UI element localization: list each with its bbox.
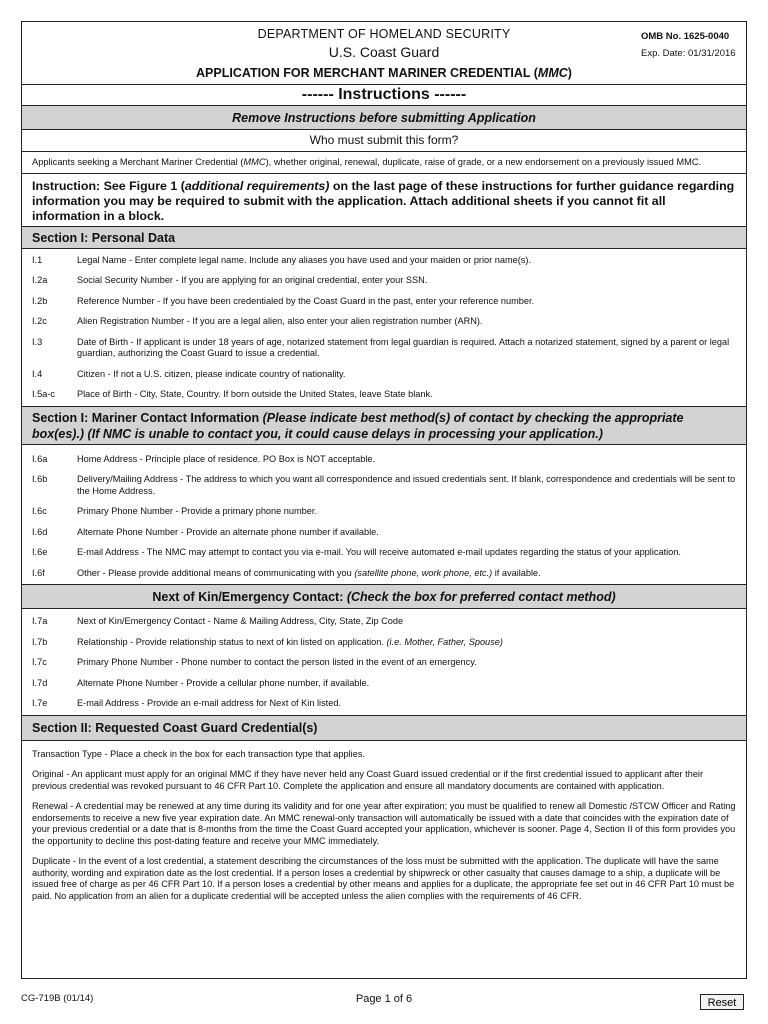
application-form: [21, 21, 747, 979]
instructions-title: ------ Instructions ------: [22, 85, 746, 106]
page-number: Page 1 of 6: [355, 993, 413, 1005]
item-number: I.6c: [32, 506, 47, 516]
expiration-date: Exp. Date: 01/31/2016: [641, 48, 736, 59]
item-i7c: [22, 657, 746, 669]
item-text: Legal Name - Enter complete legal name. Include any aliases you have used and your maiden or prior name(s).: [77, 254, 532, 265]
item-i6d: [22, 527, 746, 539]
duplicate-text: Duplicate - In the event of a lost credential, a statement describing the circumstances of the loss must be submitted with the application. The duplicate will have the same authority, wording and expiration date as the lost credential. If a person loses a credential by shipwreck or other casualty that causes damage to a ship, a duplicate will be issued free of charge as per 46 CFR Part 10. If a person loses a credential by other means and applies for a duplicate, the appropriate fee set out in 46 CFR Part 10 must be paid. No application from an alien for a duplicate credential will be accepted unless the alien complies with the requirements of 46 CFR.: [32, 856, 735, 901]
contact-section-items: [22, 445, 746, 586]
item-text: [77, 637, 736, 649]
item-number: I.6f: [32, 567, 45, 578]
item-i2a: [22, 275, 746, 287]
item-text-a: Other - Please provide additional means of communicating with you: [77, 567, 355, 578]
instruction-b: on the last page of these instructions for further guidance regarding information you may be required to submit with the application. Attach additional sheets if you cannot fit all information in a block.: [32, 178, 735, 223]
item-i7e: [22, 698, 746, 710]
who-text-abbr: MMC: [243, 157, 266, 167]
transaction-type-text: Transaction Type - Place a check in the box for each transaction type that applies.: [32, 748, 365, 759]
form-title: [22, 66, 746, 80]
omb-block: [641, 28, 741, 62]
item-number: I.6e: [32, 547, 48, 557]
general-instruction: [22, 174, 746, 227]
item-text: Primary Phone Number - Provide a primary phone number.: [77, 506, 318, 516]
kin-heading-a: Next of Kin/Emergency Contact:: [152, 590, 347, 604]
item-i6f: [22, 568, 746, 580]
item-number: I.6b: [32, 474, 48, 484]
kin-section-heading: [22, 585, 746, 609]
item-text: Home Address - Principle place of residence. PO Box is NOT acceptable.: [77, 453, 376, 464]
original-text: Original - An applicant must apply for an original MMC if they have never held any Coast Guard issued credential or if the first credential issued to applicant after their previous credential was revoked pursuant to 46 CFR Part 10. Complete the application and ensure all mandatory documents are contained with application.: [32, 769, 704, 791]
item-text: Primary Phone Number - Phone number to contact the person listed in the event of an emergency.: [77, 657, 477, 667]
item-i7d: [22, 678, 746, 690]
contact-section-heading: [22, 407, 746, 445]
renewal-text: Renewal - A credential may be renewed at any time during its validity and for one year after expiration; you must be qualified to renew all Domestic /STCW Officer and Rating endorsements to receive a new five year expiration date. An MMC renewal-only transaction will automatically be issued with a date that coincides with the expiration date of your previous credential or a date that is 8-months from the time the Coast Guard accepted your application, whichever is sooner. Page 4, Section II of this form provides you the opportunity to decline this post-dating feature and receive your MMC immediately.: [32, 801, 736, 846]
department-name: DEPARTMENT OF HOMELAND SECURITY: [257, 27, 511, 41]
item-text: Reference Number - If you have been credentialed by the Coast Guard in the past, enter your reference number.: [77, 295, 535, 306]
item-text: Citizen - If not a U.S. citizen, please indicate country of nationality.: [77, 368, 346, 379]
item-text: Delivery/Mailing Address - The address to which you want all correspondence and issued credentials sent. If blank, correspondence and credentials will be sent to the Home Address.: [77, 474, 736, 496]
remove-notice: Remove Instructions before submitting Application: [22, 106, 746, 130]
item-number: I.7c: [32, 657, 47, 667]
item-text: Next of Kin/Emergency Contact - Name & Mailing Address, City, State, Zip Code: [77, 616, 404, 626]
agency-name: U.S. Coast Guard: [328, 44, 440, 60]
who-text-a: Applicants seeking a Merchant Mariner Credential (: [32, 157, 244, 167]
item-i5: [22, 389, 746, 401]
section-1-items: [22, 249, 746, 407]
item-number: I.5a-c: [32, 389, 55, 399]
item-text: Date of Birth - If applicant is under 18 years of age, notarized statement from legal guardian is required. Attach a notarized statement, signed by a parent or legal guardian, authorizing the Coast Guard to issue a credential.: [77, 336, 730, 358]
item-number: I.3: [32, 336, 43, 347]
who-text-b: ), whether original, renewal, duplicate, raise of grade, or a new endorsement on a previously issued MMC.: [265, 157, 702, 167]
omb-number: OMB No. 1625-0040: [641, 31, 730, 42]
item-text: Place of Birth - City, State, Country. If born outside the United States, leave State blank.: [77, 389, 433, 399]
item-i6b: [22, 474, 746, 497]
item-i3: [22, 337, 746, 360]
instruction-italic: additional requirements): [184, 178, 330, 193]
item-text-b: if available.: [492, 567, 541, 578]
item-number: I.7d: [32, 677, 48, 688]
kin-heading-b: (Check the box for preferred contact method): [346, 590, 616, 604]
kin-section-items: [22, 609, 746, 716]
item-number: I.6d: [32, 526, 48, 537]
section-1-heading: Section I: Personal Data: [22, 227, 746, 249]
item-i6c: [22, 506, 746, 518]
item-number: I.2b: [32, 295, 48, 306]
item-i4: [22, 369, 746, 381]
item-i7b: [22, 637, 746, 649]
item-number: I.2c: [32, 316, 47, 326]
form-id: CG-719B (01/14): [21, 993, 94, 1004]
item-number: I.1: [32, 254, 43, 265]
reset-button[interactable]: Reset: [700, 994, 744, 1010]
form-header: [22, 22, 746, 85]
item-i6a: [22, 454, 746, 466]
item-i2b: [22, 296, 746, 308]
form-title-end: ): [567, 66, 572, 80]
item-i6e: [22, 547, 746, 559]
item-text: E-mail Address - Provide an e-mail address for Next of Kin listed.: [77, 698, 341, 708]
item-number: I.7e: [32, 698, 48, 708]
contact-heading-b: (Please indicate best method(s) of contact by checking the appropriate box(es).) (If NMC is unable to contact you, it could cause delays in processing your application.): [32, 410, 684, 441]
form-title-abbr: MMC: [537, 66, 568, 80]
item-text: Social Security Number - If you are applying for an original credential, enter your SSN.: [77, 275, 428, 285]
item-text: Alternate Phone Number - Provide an alternate phone number if available.: [77, 526, 379, 537]
item-number: I.7b: [32, 636, 48, 647]
contact-heading-a: Section I: Mariner Contact Information: [32, 410, 263, 425]
item-text: [77, 568, 736, 580]
section-2-body: [22, 741, 746, 903]
item-text-italic: (i.e. Mother, Father, Spouse): [386, 636, 503, 647]
item-text-italic: (satellite phone, work phone, etc.): [354, 567, 493, 578]
item-text: Alternate Phone Number - Provide a cellular phone number, if available.: [77, 677, 370, 688]
item-number: I.7a: [32, 616, 48, 626]
item-text: E-mail Address - The NMC may attempt to contact you via e-mail. You will receive automated e-mail updates regarding the status of your application.: [77, 547, 681, 557]
item-number: I.2a: [32, 275, 48, 285]
item-number: I.4: [32, 368, 43, 379]
section-2-heading: Section II: Requested Coast Guard Credential(s): [22, 716, 746, 741]
item-number: I.6a: [32, 453, 48, 464]
item-text-a: Relationship - Provide relationship status to next of kin listed on application.: [77, 636, 387, 647]
item-text: Alien Registration Number - If you are a legal alien, also enter your alien registration number (ARN).: [77, 316, 483, 326]
item-i7a: [22, 616, 746, 628]
form-title-main: APPLICATION FOR MERCHANT MARINER CREDENTIAL (: [196, 66, 538, 80]
instruction-a: Instruction: See Figure 1 (: [32, 178, 185, 193]
item-i2c: [22, 316, 746, 328]
item-i1: [22, 255, 746, 267]
who-must-submit-heading: Who must submit this form?: [22, 130, 746, 152]
who-must-submit-text: [22, 152, 746, 174]
